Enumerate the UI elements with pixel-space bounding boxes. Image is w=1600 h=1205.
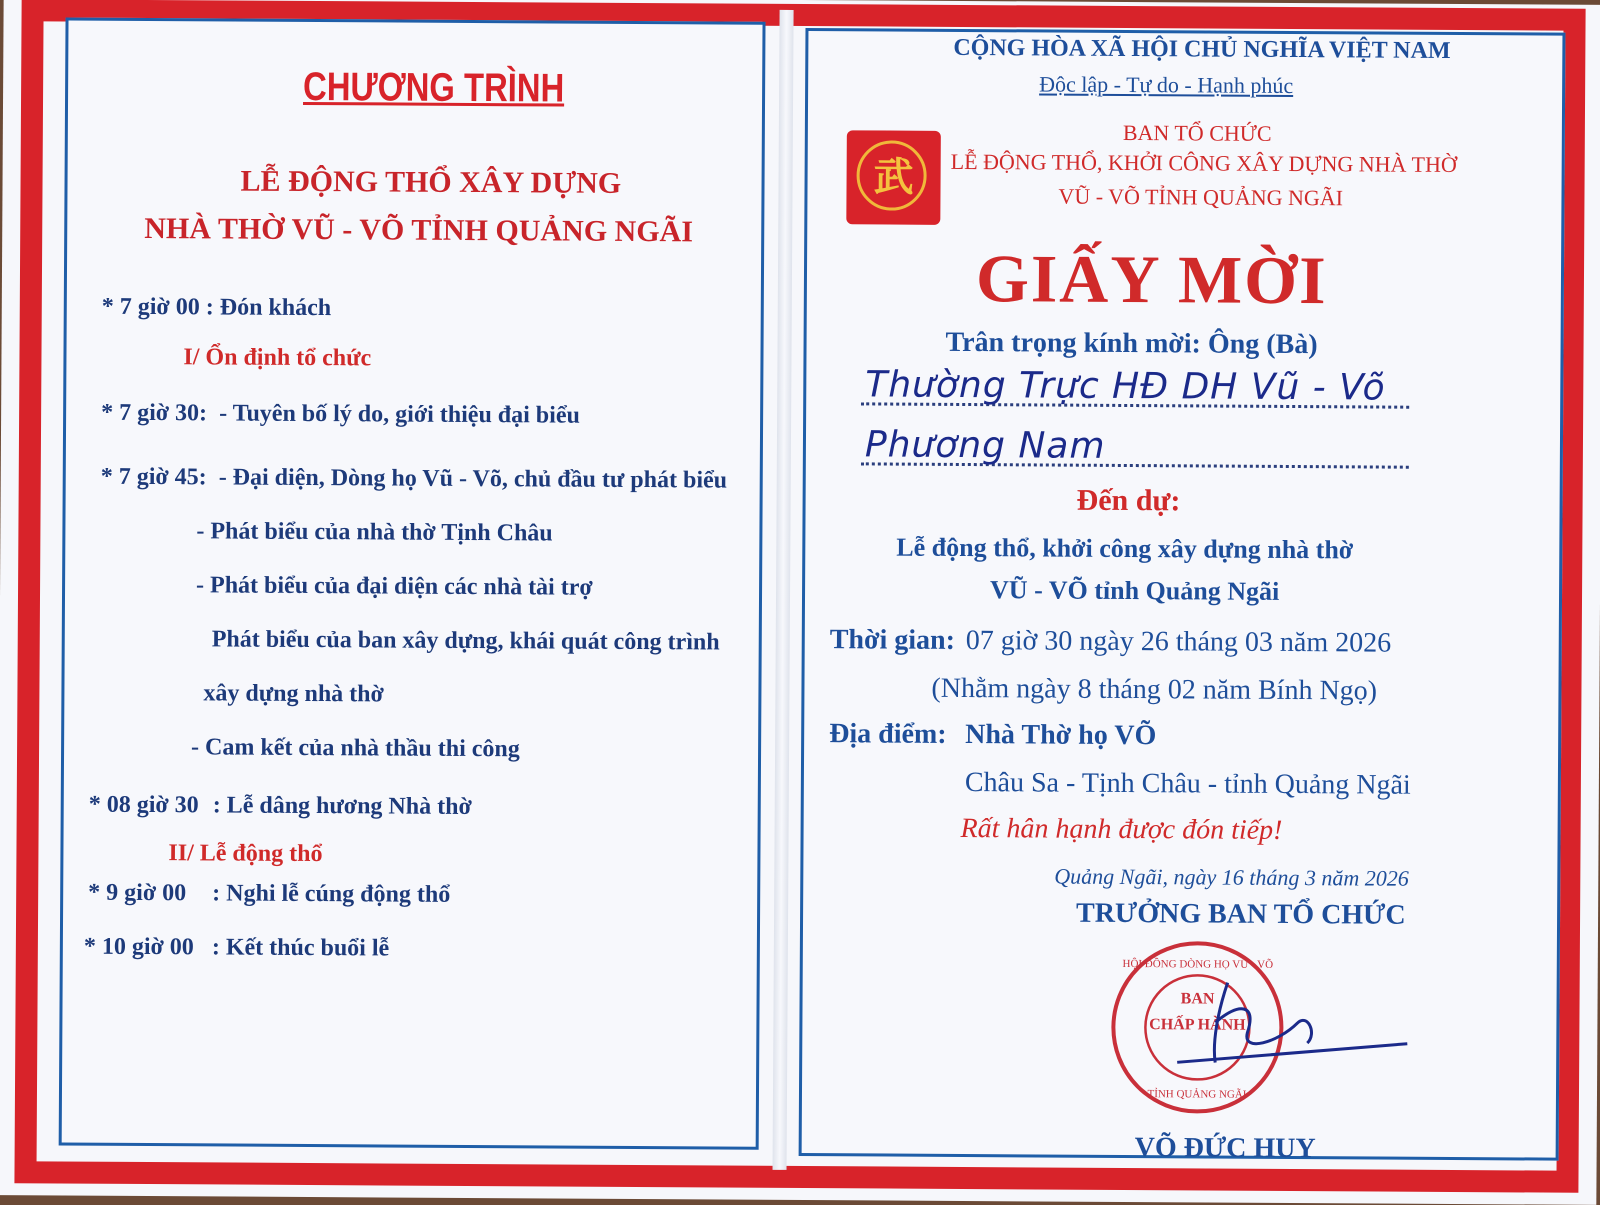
item-time: * 9 giờ 00 xyxy=(88,879,187,907)
program-subitem: xây dựng nhà thờ xyxy=(203,680,384,708)
program-item xyxy=(101,400,580,430)
svg-text:TỈNH QUẢNG NGÃI: TỈNH QUẢNG NGÃI xyxy=(1147,1088,1247,1101)
program-subitem: Phát biểu của ban xây dựng, khái quát công trình xyxy=(211,626,720,656)
program-subitem: - Phát biểu của đại diện các nhà tài trợ xyxy=(195,572,593,601)
welcome-line: Rất hân hạnh được đón tiếp! xyxy=(960,812,1283,846)
handwritten-recipient-2: Phương Nam xyxy=(864,424,1106,467)
program-event-title-2: NHÀ THỜ VŨ - VÕ TỈNH QUẢNG NGÃI xyxy=(144,211,694,249)
item-text: : Kết thúc buổi lễ xyxy=(211,934,390,962)
attend-label: Đến dự: xyxy=(1076,483,1181,518)
item-text: : Nghi lễ cúng động thổ xyxy=(212,880,451,908)
org-line-2: LỄ ĐỘNG THỔ, KHỞI CÔNG XÂY DỰNG NHÀ THỜ xyxy=(950,148,1457,178)
program-heading: CHƯƠNG TRÌNH xyxy=(302,64,565,111)
item-text: : Lễ dâng hương Nhà thờ xyxy=(212,792,472,820)
time-value: 07 giờ 30 ngày 26 tháng 03 năm 2026 xyxy=(965,625,1392,659)
signer-name: VÕ ĐỨC HUY xyxy=(1134,1132,1316,1165)
address: Châu Sa - Tịnh Châu - tỉnh Quảng Ngãi xyxy=(964,767,1411,801)
program-subitem: - Cam kết của nhà thầu thi công xyxy=(191,734,520,763)
item-time: * 7 giờ 00 : xyxy=(101,293,214,321)
item-time: * 7 giờ 30: xyxy=(101,399,208,427)
item-text: - Đại diện, Dòng họ Vũ - Võ, chủ đầu tư phát biểu xyxy=(218,464,728,494)
program-subitem: - Phát biểu của nhà thờ Tịnh Châu xyxy=(196,518,553,547)
motto: Độc lập - Tự do - Hạnh phúc xyxy=(1039,71,1294,99)
logo-glyph: 武 xyxy=(873,154,914,200)
org-line-1: BAN TỔ CHỨC xyxy=(1122,119,1272,146)
time-label: Thời gian: xyxy=(829,624,956,656)
handwritten-recipient-1: Thường Trực HĐ DH Vũ - Võ xyxy=(865,364,1386,409)
program-item xyxy=(89,792,472,821)
clan-logo-icon xyxy=(846,130,941,225)
event-line-1: Lễ động thổ, khởi công xây dựng nhà thờ xyxy=(896,532,1354,565)
lunar-date: (Nhằm ngày 8 tháng 02 năm Bính Ngọ) xyxy=(931,672,1378,707)
item-time: * 08 giờ 30 xyxy=(88,791,199,819)
svg-text:HỘI ĐỒNG DÒNG HỌ VŨ - VÕ: HỘI ĐỒNG DÒNG HỌ VŨ - VÕ xyxy=(1122,957,1274,971)
item-time: * 7 giờ 45: xyxy=(100,463,207,491)
svg-text:BAN: BAN xyxy=(1180,990,1215,1008)
signer-title: TRƯỞNG BAN TỔ CHỨC xyxy=(1075,897,1406,931)
program-section: II/ Lễ động thổ xyxy=(168,840,323,868)
program-event-title-1: LỄ ĐỘNG THỔ XÂY DỰNG xyxy=(240,164,622,200)
org-line-3: VŨ - VÕ TỈNH QUẢNG NGÃI xyxy=(1058,183,1344,211)
nation-header: CỘNG HÒA XÃ HỘI CHỦ NGHĨA VIỆT NAM xyxy=(953,34,1451,64)
place-label: Địa điểm: xyxy=(829,718,947,750)
invite-line: Trân trọng kính mời: Ông (Bà) xyxy=(945,326,1318,361)
item-text: - Tuyên bố lý do, giới thiệu đại biểu xyxy=(219,400,580,429)
program-section: I/ Ổn định tổ chức xyxy=(183,344,372,372)
date-line: Quảng Ngãi, ngày 16 tháng 3 năm 2026 xyxy=(1054,863,1409,891)
program-item xyxy=(88,880,450,909)
invitation-title: GIẤY MỜI xyxy=(975,240,1328,319)
item-time: * 10 giờ 00 xyxy=(83,933,194,961)
program-item xyxy=(102,294,332,322)
place-value: Nhà Thờ họ VÕ xyxy=(965,719,1157,752)
event-line-2: VŨ - VÕ tỉnh Quảng Ngãi xyxy=(989,575,1280,606)
item-text: Đón khách xyxy=(219,294,332,322)
program-item xyxy=(101,464,727,495)
svg-text:CHẤP HÀNH: CHẤP HÀNH xyxy=(1149,1016,1246,1034)
program-item xyxy=(84,934,389,963)
signature xyxy=(1157,962,1428,1094)
